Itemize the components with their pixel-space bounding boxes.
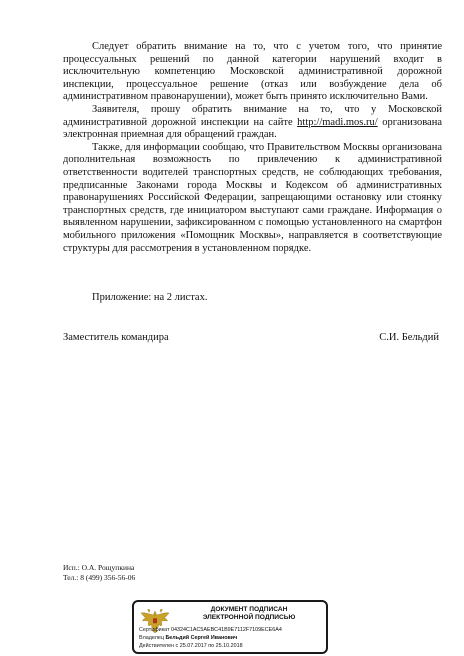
applicant-text-end: организована электронная приемная для обращений граждан. (63, 116, 442, 141)
paragraph-applicant (63, 104, 442, 142)
stamp-validity (139, 643, 243, 650)
stamp-title-line-1: ДОКУМЕНТ ПОДПИСАН (210, 606, 288, 613)
owner-label: Владелец (139, 635, 164, 641)
executor-name: Исп.: О.А. Рощупкина (63, 563, 135, 572)
electronic-signature-stamp (132, 600, 328, 654)
paragraph-moscow-helper: Также, для информации сообщаю, что Правительством Москвы организована дополнительная возможность по привлечению к административной ответственности водителей транспортных средств, не соблюдающих требования, предписанные Законами города Москвы и Кодексом об административных правонарушениях Российской Федерации, запрещающими остановку или стоянку транспортных средств, где инициатором выступают сами граждане. Информация о выявленном нарушении, зафиксированном с помощью установленного на смартфон мобильного приложения «Помощник Москвы», направляется в соответствующие структуры для рассмотрения в установленном порядке. (63, 141, 442, 254)
signer-role: Заместитель командира (63, 332, 169, 343)
validity-value: с 25.07.2017 по 25.10.2018 (175, 643, 243, 649)
stamp-title (176, 606, 322, 622)
applicant-text-start: Заявителя, прошу обратить внимание на то, что у Московской административной дорожной инспекции на сайте (63, 103, 442, 128)
attachment-note: Приложение: на 2 листах. (92, 292, 208, 303)
executor-info (63, 563, 135, 583)
owner-value: Бельдий Сергей Иванович (165, 635, 238, 641)
certificate-value: 04324C1AC5AEBC41B9E7112F7109ECE6A4 (171, 627, 282, 633)
validity-label: Действителен (139, 643, 175, 649)
stamp-title-line-2: ЭЛЕКТРОННОЙ ПОДПИСЬЮ (202, 614, 296, 621)
madi-site-link[interactable]: http://madi.mos.ru/ (297, 116, 378, 128)
stamp-owner (139, 635, 237, 642)
certificate-label: Сертификат (139, 627, 170, 633)
executor-phone: Тел.: 8 (499) 356-56-06 (63, 573, 136, 582)
stamp-certificate (139, 627, 282, 634)
signer-name: С.И. Бельдий (379, 332, 439, 343)
letter-body (63, 41, 442, 255)
paragraph-competence: Следует обратить внимание на то, что с учетом того, что принятие процессуальных решений по данной категории нарушений входит в исключительную компетенцию Московской административной дорожной инспекции, процессуальное решение (отказ или возбуждение дела об административном правонарушении), может быть принято исключительно Вами. (63, 41, 442, 103)
